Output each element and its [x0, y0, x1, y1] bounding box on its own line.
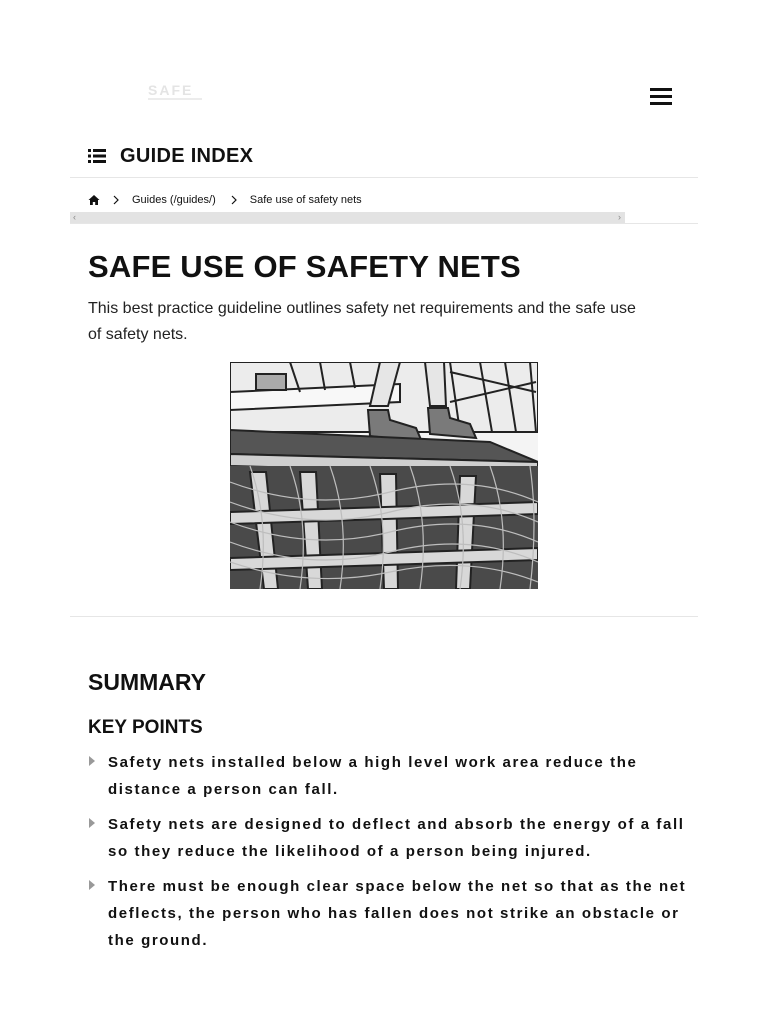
- scroll-right-arrow[interactable]: ›: [618, 212, 621, 222]
- divider: [70, 616, 698, 617]
- page-intro: This best practice guideline outlines safety net requirements and the safe use of safety nets.: [88, 300, 636, 343]
- triangle-bullet-icon: [88, 879, 96, 891]
- safety-net-illustration: [230, 362, 538, 589]
- key-point-text: Safety nets installed below a high level work area reduce the distance a person can fall.: [108, 754, 638, 798]
- guide-index-label: GUIDE INDEX: [120, 144, 254, 167]
- hamburger-menu-button[interactable]: [650, 88, 674, 110]
- chevron-right-icon: [230, 195, 238, 205]
- hero-image: [230, 362, 538, 589]
- key-point-text: Safety nets are designed to deflect and absorb the energy of a fall so they reduce the likelihood of a person being injured.: [108, 816, 685, 860]
- page-title: SAFE USE OF SAFETY NETS: [88, 249, 521, 284]
- hamburger-icon: [650, 88, 672, 91]
- list-item: [88, 811, 688, 865]
- hamburger-icon-bar: [650, 95, 672, 98]
- list-item: [88, 749, 688, 803]
- home-icon[interactable]: [88, 194, 100, 206]
- breadcrumb-scrollbar[interactable]: [70, 212, 625, 223]
- hamburger-icon-bar: [650, 102, 672, 105]
- triangle-bullet-icon: [88, 817, 96, 829]
- divider: [70, 223, 698, 224]
- site-header: [0, 0, 768, 130]
- logo-text: SAFE: [148, 82, 194, 98]
- breadcrumb: [88, 192, 376, 208]
- breadcrumb-item-current: Safe use of safety nets: [249, 194, 362, 206]
- guide-index-link[interactable]: [88, 143, 253, 169]
- key-point-text: There must be enough clear space below the net so that as the net deflects, the person who has fallen does not strike an obstacle or the ground.: [108, 878, 687, 949]
- breadcrumb-item-guides[interactable]: Guides (/guides/): [132, 194, 216, 206]
- scroll-left-arrow[interactable]: ‹: [73, 212, 76, 222]
- summary-heading: SUMMARY: [88, 669, 206, 695]
- list-icon: [88, 149, 106, 163]
- key-points-heading: KEY POINTS: [88, 717, 203, 738]
- site-logo[interactable]: [148, 84, 208, 106]
- logo-underline: [148, 98, 202, 100]
- key-points-list: [88, 749, 688, 962]
- list-item: [88, 873, 688, 954]
- triangle-bullet-icon: [88, 755, 96, 767]
- chevron-right-icon: [112, 195, 120, 205]
- divider: [70, 177, 698, 178]
